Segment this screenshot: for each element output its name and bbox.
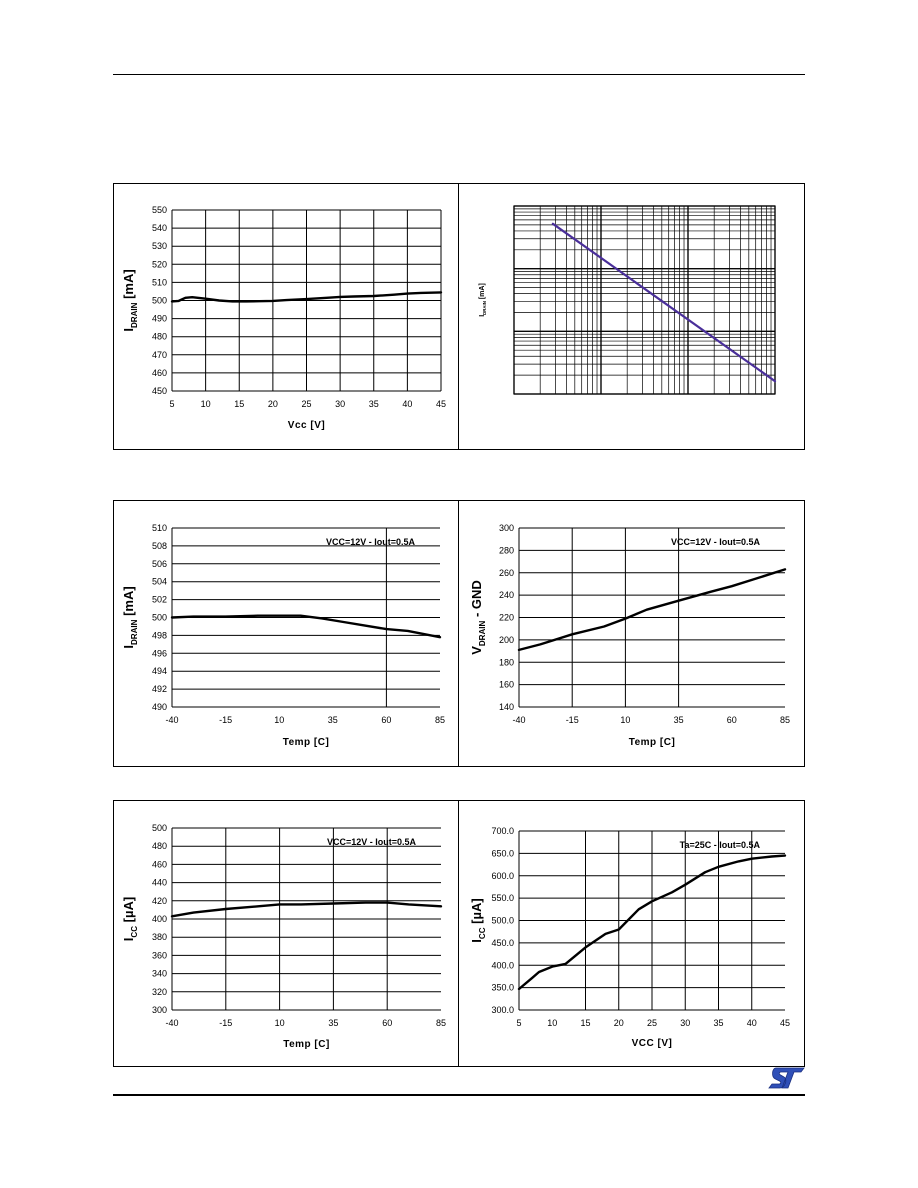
y-tick-label: 280 xyxy=(498,545,514,556)
y-tick-label: 540 xyxy=(151,223,167,234)
y-tick-label: 500.0 xyxy=(491,915,514,926)
y-tick-label: 494 xyxy=(151,666,167,677)
x-tick-label: 35 xyxy=(713,1018,724,1028)
y-tick-label: 350.0 xyxy=(491,982,514,993)
y-axis-label: $I_{DRAIN}$ [mA] xyxy=(479,283,488,317)
chart-annotation: VCC=12V - Iout=0.5A xyxy=(326,837,416,847)
y-tick-label: 490 xyxy=(151,313,167,324)
x-tick-label: 60 xyxy=(382,1018,393,1028)
y-tick-label: 500 xyxy=(151,823,167,833)
y-tick-label: 600.0 xyxy=(491,870,514,881)
x-tick-label: 5 xyxy=(169,399,175,409)
x-tick-label: -40 xyxy=(165,1018,179,1028)
y-tick-label: 140 xyxy=(498,702,514,712)
y-tick-label: 530 xyxy=(151,241,167,252)
y-tick-label: 200 xyxy=(498,634,514,645)
x-tick-label: 10 xyxy=(274,715,285,725)
y-tick-label: 420 xyxy=(151,895,167,906)
y-tick-label: 300 xyxy=(151,1005,167,1015)
x-axis-label: VCC [V] xyxy=(631,1038,673,1049)
x-tick-label: 40 xyxy=(402,399,413,409)
y-tick-label: 500 xyxy=(151,295,167,306)
x-axis-label: Temp [C] xyxy=(282,737,330,748)
x-tick-label: 60 xyxy=(726,715,737,725)
y-tick-label: 400.0 xyxy=(491,960,514,971)
x-tick-label: 30 xyxy=(680,1018,691,1028)
y-tick-label: 320 xyxy=(151,986,167,997)
y-tick-label: 160 xyxy=(498,679,514,690)
x-tick-label: 25 xyxy=(301,399,312,409)
x-tick-label: 35 xyxy=(328,1018,339,1028)
x-tick-label: -15 xyxy=(219,1018,233,1028)
y-tick-label: 220 xyxy=(498,612,514,623)
y-tick-label: 380 xyxy=(151,932,167,943)
y-axis-label: $I_{DRAIN}$ [mA] xyxy=(121,269,139,332)
x-tick-label: -40 xyxy=(165,715,179,725)
x-tick-label: 85 xyxy=(434,715,446,725)
x-tick-label: 85 xyxy=(779,715,791,725)
x-tick-label: 10 xyxy=(547,1018,558,1028)
y-tick-label: 450.0 xyxy=(491,937,514,948)
y-tick-label: 440 xyxy=(151,877,167,888)
y-tick-label: 650.0 xyxy=(491,848,514,859)
y-tick-label: 260 xyxy=(498,567,514,578)
x-tick-label: 10 xyxy=(620,715,631,725)
y-tick-label: 470 xyxy=(151,349,167,360)
y-tick-label: 400 xyxy=(151,914,167,924)
y-tick-label: 550.0 xyxy=(491,893,514,904)
x-tick-label: -15 xyxy=(565,715,579,725)
y-tick-label: 360 xyxy=(151,950,167,961)
x-axis-label: Temp [C] xyxy=(283,1039,330,1050)
y-tick-label: 460 xyxy=(151,859,167,870)
y-tick-label: 480 xyxy=(151,841,167,852)
y-tick-label: 480 xyxy=(151,331,167,342)
x-tick-label: 20 xyxy=(613,1018,624,1028)
y-tick-label: 550 xyxy=(151,205,167,215)
x-tick-label: 40 xyxy=(746,1018,757,1028)
x-tick-label: 30 xyxy=(335,399,346,409)
x-tick-label: 10 xyxy=(274,1018,285,1028)
y-axis-label: $I_{DRAIN}$ [mA] xyxy=(121,586,139,649)
y-tick-label: 510 xyxy=(151,523,167,533)
x-tick-label: 15 xyxy=(234,399,245,409)
y-tick-label: 300.0 xyxy=(491,1005,514,1015)
y-axis-label: $I_{CC}$ [µA] xyxy=(121,896,139,942)
y-tick-label: 700.0 xyxy=(491,826,514,836)
y-tick-label: 460 xyxy=(151,367,167,378)
y-tick-label: 508 xyxy=(151,540,167,551)
x-axis-label: Temp [C] xyxy=(628,737,676,748)
x-tick-label: 35 xyxy=(368,399,379,409)
y-tick-label: 520 xyxy=(151,259,167,270)
st-logo-icon xyxy=(768,1066,806,1090)
y-tick-label: 506 xyxy=(151,558,167,569)
x-tick-label: 25 xyxy=(646,1018,658,1028)
x-tick-label: 60 xyxy=(381,715,392,725)
y-tick-label: 180 xyxy=(498,657,514,668)
footer-rule xyxy=(113,1094,805,1096)
x-axis-label: Vcc [V] xyxy=(287,420,326,431)
y-tick-label: 496 xyxy=(151,648,167,659)
x-tick-label: 20 xyxy=(267,399,278,409)
x-tick-label: -15 xyxy=(219,715,233,725)
y-tick-label: 450 xyxy=(151,386,167,396)
y-tick-label: 498 xyxy=(151,630,167,641)
chart-annotation: VCC=12V - Iout=0.5A xyxy=(325,537,415,547)
y-tick-label: 510 xyxy=(151,277,167,288)
y-tick-label: 504 xyxy=(151,576,167,587)
y-tick-label: 500 xyxy=(151,612,167,623)
x-tick-label: 45 xyxy=(779,1018,791,1028)
y-tick-label: 502 xyxy=(151,594,167,605)
y-axis-label: $V_{DRAIN}$ - GND xyxy=(469,580,487,655)
y-tick-label: 240 xyxy=(498,590,514,601)
x-tick-label: 35 xyxy=(673,715,684,725)
y-tick-label: 492 xyxy=(151,684,167,695)
y-tick-label: 340 xyxy=(151,968,167,979)
chart-annotation: VCC=12V - Iout=0.5A xyxy=(670,537,760,547)
chart-annotation: Ta=25C - Iout=0.5A xyxy=(679,840,760,850)
y-axis-label: $I_{CC}$ [µA] xyxy=(469,898,487,943)
x-tick-label: 15 xyxy=(580,1018,591,1028)
y-tick-label: 490 xyxy=(151,702,167,712)
x-tick-label: 35 xyxy=(327,715,338,725)
x-tick-label: 85 xyxy=(435,1018,447,1028)
x-tick-label: 45 xyxy=(435,399,447,409)
x-tick-label: 10 xyxy=(200,399,211,409)
x-tick-label: 5 xyxy=(516,1018,522,1028)
x-tick-label: -40 xyxy=(512,715,526,725)
y-tick-label: 300 xyxy=(498,523,514,533)
